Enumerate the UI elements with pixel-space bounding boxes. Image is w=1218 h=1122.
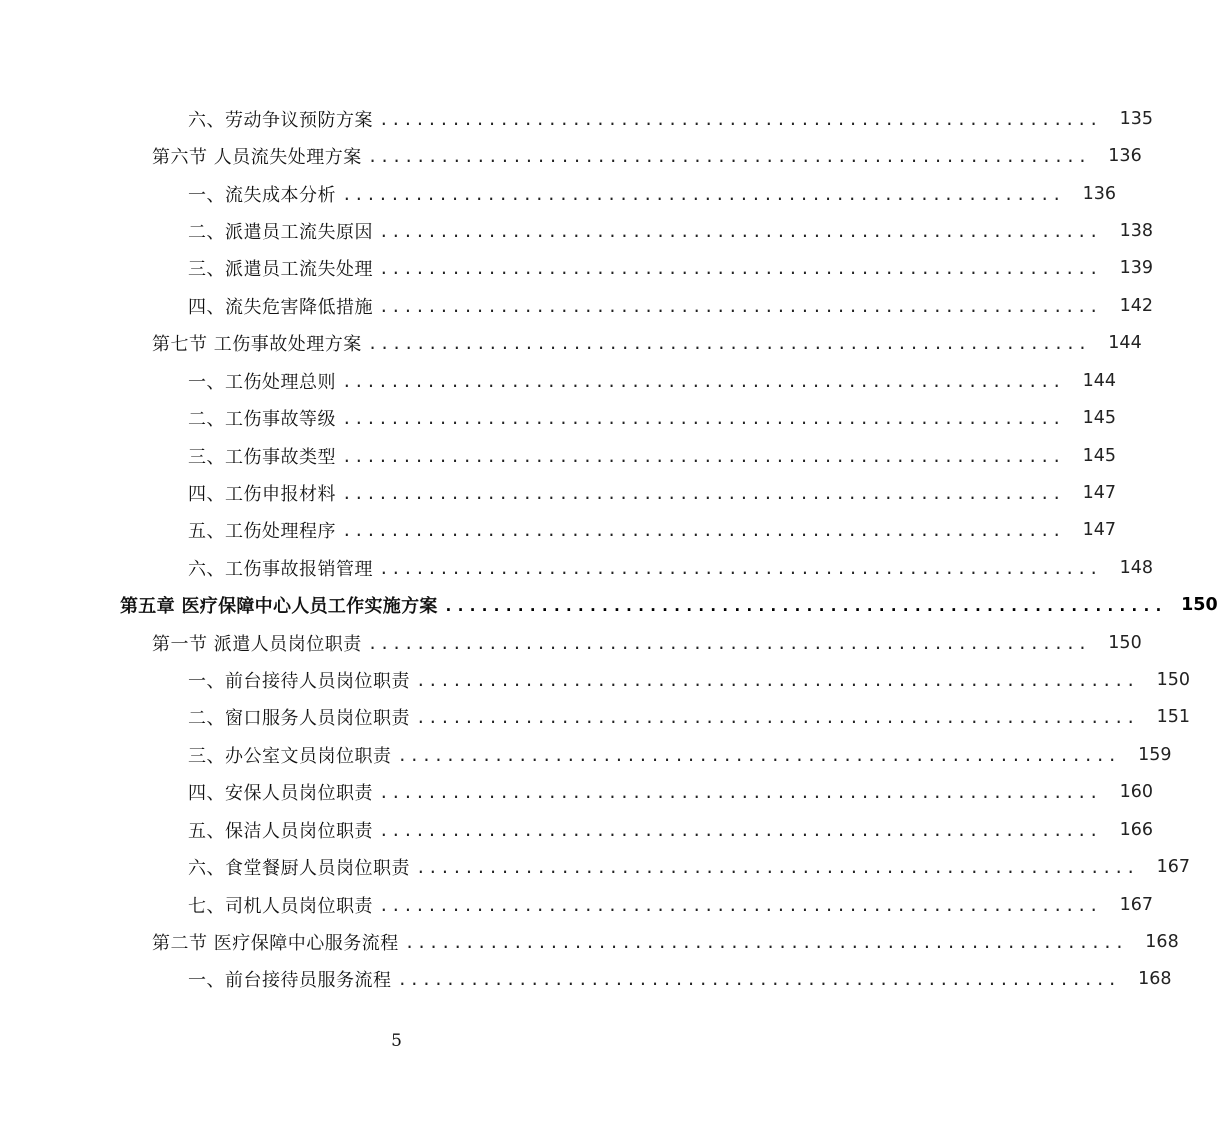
toc-entry-item[interactable]: [0, 774, 1153, 811]
toc-entry-label: 三、办公室文员岗位职责: [188, 742, 398, 768]
toc-entry-item[interactable]: [0, 699, 1190, 736]
toc-entry-item[interactable]: [0, 549, 1153, 586]
toc-dot-leader: ............................................................: [367, 147, 1090, 167]
toc-entry-page: 138: [1119, 220, 1153, 241]
toc-entry-item[interactable]: [0, 811, 1153, 848]
toc-entry-item[interactable]: [0, 512, 1116, 549]
toc-entry-item[interactable]: [0, 474, 1116, 511]
toc-dot-leader: ............................................................: [367, 633, 1090, 653]
toc-entry-label: 五、工伤处理程序: [188, 517, 342, 543]
toc-entry-section[interactable]: [0, 624, 1142, 661]
toc-entry-label: 三、工伤事故类型: [188, 443, 342, 469]
page-number: 5: [391, 1031, 402, 1051]
toc-entry-label: 四、安保人员岗位职责: [188, 779, 379, 805]
toc-entry-page: 150: [1108, 632, 1142, 653]
toc-entry-item[interactable]: [0, 661, 1190, 698]
toc-entry-label: 第五章 医疗保障中心人员工作实施方案: [120, 592, 444, 618]
toc-entry-page: 147: [1082, 520, 1116, 541]
toc-entry-page: 145: [1082, 445, 1116, 466]
toc-dot-leader: ............................................................: [416, 708, 1138, 728]
toc-entry-page: 160: [1119, 782, 1153, 803]
toc-dot-leader: ............................................................: [379, 221, 1101, 241]
toc-entry-page: 136: [1082, 183, 1116, 204]
toc-entry-label: 第一节 派遣人员岗位职责: [152, 630, 368, 656]
toc-entry-label: 一、流失成本分析: [188, 181, 342, 207]
toc-entry-page: 148: [1119, 557, 1153, 578]
toc-entry-section[interactable]: [0, 923, 1179, 960]
toc-dot-leader: ............................................................: [342, 521, 1064, 541]
toc-entry-page: 139: [1119, 258, 1153, 279]
toc-entry-page: 150: [1181, 595, 1218, 616]
toc-entry-label: 二、派遣员工流失原因: [188, 218, 379, 244]
toc-dot-leader: ............................................................: [416, 858, 1138, 878]
toc-entry-item[interactable]: [0, 848, 1190, 885]
toc-dot-leader: ............................................................: [379, 558, 1101, 578]
toc-entry-label: 三、派遣员工流失处理: [188, 255, 379, 281]
toc-entry-page: 159: [1138, 744, 1172, 765]
toc-entry-page: 150: [1156, 670, 1190, 691]
toc-entry-item[interactable]: [0, 212, 1153, 249]
toc-entry-section[interactable]: [0, 325, 1142, 362]
toc-entry-page: 166: [1119, 819, 1153, 840]
toc-entry-page: 136: [1108, 146, 1142, 167]
toc-dot-leader: ............................................................: [404, 932, 1127, 952]
toc-entry-label: 六、劳动争议预防方案: [188, 106, 379, 132]
toc-dot-leader: ............................................................: [397, 745, 1120, 765]
toc-entry-label: 一、工伤处理总则: [188, 368, 342, 394]
toc-entry-chapter[interactable]: [0, 586, 1218, 623]
toc-entry-item[interactable]: [0, 736, 1172, 773]
toc-entry-page: 142: [1119, 295, 1153, 316]
toc-entry-item[interactable]: [0, 399, 1116, 436]
toc-dot-leader: ............................................................: [342, 409, 1064, 429]
toc-entry-label: 一、前台接待员服务流程: [188, 966, 398, 992]
toc-entry-item[interactable]: [0, 961, 1172, 998]
toc-dot-leader: ............................................................: [342, 446, 1064, 466]
toc-entry-label: 一、前台接待人员岗位职责: [188, 667, 416, 693]
toc-dot-leader: ............................................................: [342, 184, 1064, 204]
toc-dot-leader: ............................................................: [379, 259, 1101, 279]
toc-entry-label: 第二节 医疗保障中心服务流程: [152, 929, 405, 955]
toc-entry-label: 第六节 人员流失处理方案: [152, 143, 368, 169]
toc-entry-item[interactable]: [0, 886, 1153, 923]
toc-dot-leader: ............................................................: [397, 970, 1120, 990]
toc-entry-page: 147: [1082, 482, 1116, 503]
toc-dot-leader: ............................................................: [342, 371, 1064, 391]
toc-entry-page: 168: [1145, 931, 1179, 952]
toc-entry-page: 144: [1108, 333, 1142, 354]
toc-entry-label: 四、工伤申报材料: [188, 480, 342, 506]
toc-entry-item[interactable]: [0, 250, 1153, 287]
toc-entry-label: 第七节 工伤事故处理方案: [152, 330, 368, 356]
toc-dot-leader: ............................................................: [443, 596, 1166, 616]
table-of-contents: [0, 100, 1218, 998]
toc-entry-page: 135: [1119, 108, 1153, 129]
toc-entry-item[interactable]: [0, 362, 1116, 399]
toc-entry-label: 五、保洁人员岗位职责: [188, 817, 379, 843]
toc-entry-item[interactable]: [0, 437, 1116, 474]
toc-entry-label: 二、工伤事故等级: [188, 405, 342, 431]
toc-entry-item[interactable]: [0, 287, 1153, 324]
toc-entry-item[interactable]: [0, 175, 1116, 212]
toc-dot-leader: ............................................................: [379, 296, 1101, 316]
toc-dot-leader: ............................................................: [342, 483, 1064, 503]
toc-entry-item[interactable]: [0, 100, 1153, 137]
toc-dot-leader: ............................................................: [379, 820, 1101, 840]
toc-dot-leader: ............................................................: [367, 334, 1090, 354]
toc-entry-page: 167: [1119, 894, 1153, 915]
toc-entry-page: 151: [1156, 707, 1190, 728]
toc-entry-label: 七、司机人员岗位职责: [188, 892, 379, 918]
toc-entry-page: 145: [1082, 408, 1116, 429]
toc-entry-label: 四、流失危害降低措施: [188, 293, 379, 319]
toc-entry-page: 144: [1082, 370, 1116, 391]
toc-dot-leader: ............................................................: [379, 895, 1101, 915]
toc-entry-page: 167: [1156, 857, 1190, 878]
toc-entry-page: 168: [1138, 969, 1172, 990]
toc-dot-leader: ............................................................: [416, 671, 1138, 691]
toc-dot-leader: ............................................................: [379, 109, 1101, 129]
toc-entry-label: 二、窗口服务人员岗位职责: [188, 704, 416, 730]
toc-dot-leader: ............................................................: [379, 783, 1101, 803]
toc-entry-label: 六、食堂餐厨人员岗位职责: [188, 854, 416, 880]
toc-entry-label: 六、工伤事故报销管理: [188, 555, 379, 581]
toc-entry-section[interactable]: [0, 137, 1142, 174]
